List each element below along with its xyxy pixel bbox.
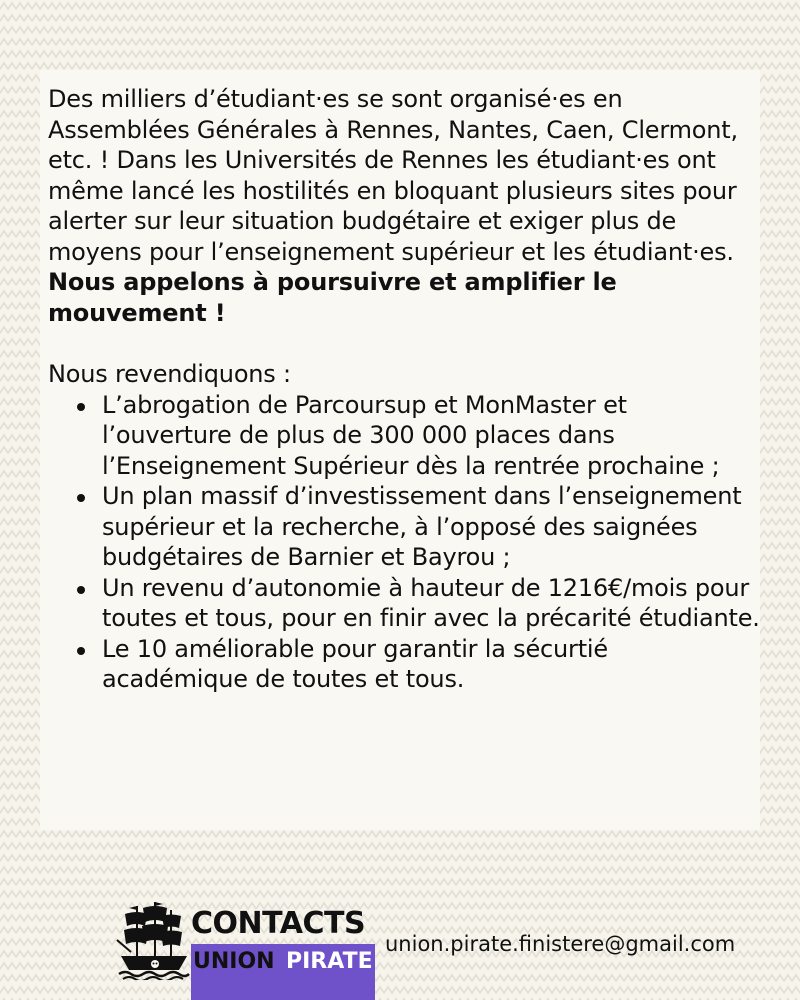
union-pirate-band bbox=[191, 944, 375, 1000]
list-item: Un revenu d’autonomie à hauteur de 1216€/mois pour toutes et tous, pour en finir avec la précarité étudiante. bbox=[102, 573, 760, 632]
contacts-title: CONTACTS bbox=[191, 906, 366, 941]
call-to-action: Nous appelons à poursuivre et amplifier le mouvement ! bbox=[48, 268, 617, 327]
content-panel bbox=[40, 70, 760, 830]
list-item: Un plan massif d’investissement dans l’enseignement supérieur et la recherche, à l’opposé des saignées budgétaires de Barnier et Bayrou ; bbox=[102, 481, 760, 573]
pirate-ship-icon bbox=[115, 900, 190, 980]
list-item: Le 10 améliorable pour garantir la sécurtié académique de toutes et tous. bbox=[102, 634, 760, 695]
pirate-label: PIRATE bbox=[286, 949, 373, 974]
spacer bbox=[48, 328, 760, 359]
demands-heading: Nous revendiquons : bbox=[48, 360, 291, 388]
contact-email[interactable]: union.pirate.finistere@gmail.com bbox=[385, 932, 736, 956]
union-label: UNION bbox=[193, 949, 275, 974]
list-item: L’abrogation de Parcoursup et MonMaster et l’ouverture de plus de 300 000 places dans l’Enseignement Supérieur dès la rentrée prochaine ; bbox=[102, 390, 760, 482]
flyer-text bbox=[48, 84, 760, 695]
contacts-footer bbox=[115, 900, 765, 1000]
intro-paragraph: Des milliers d’étudiant·es se sont organisé·es en Assemblées Générales à Rennes, Nantes, Caen, Clermont, etc. ! Dans les Universités de Rennes les étudiant·es ont même lancé les hostilités en bloquant plusieurs sites pour alerter sur leur situation budgétaire et exiger plus de moyens pour l’enseignement supérieur et les étudiant·es. bbox=[48, 85, 738, 266]
demands-list bbox=[48, 390, 760, 695]
